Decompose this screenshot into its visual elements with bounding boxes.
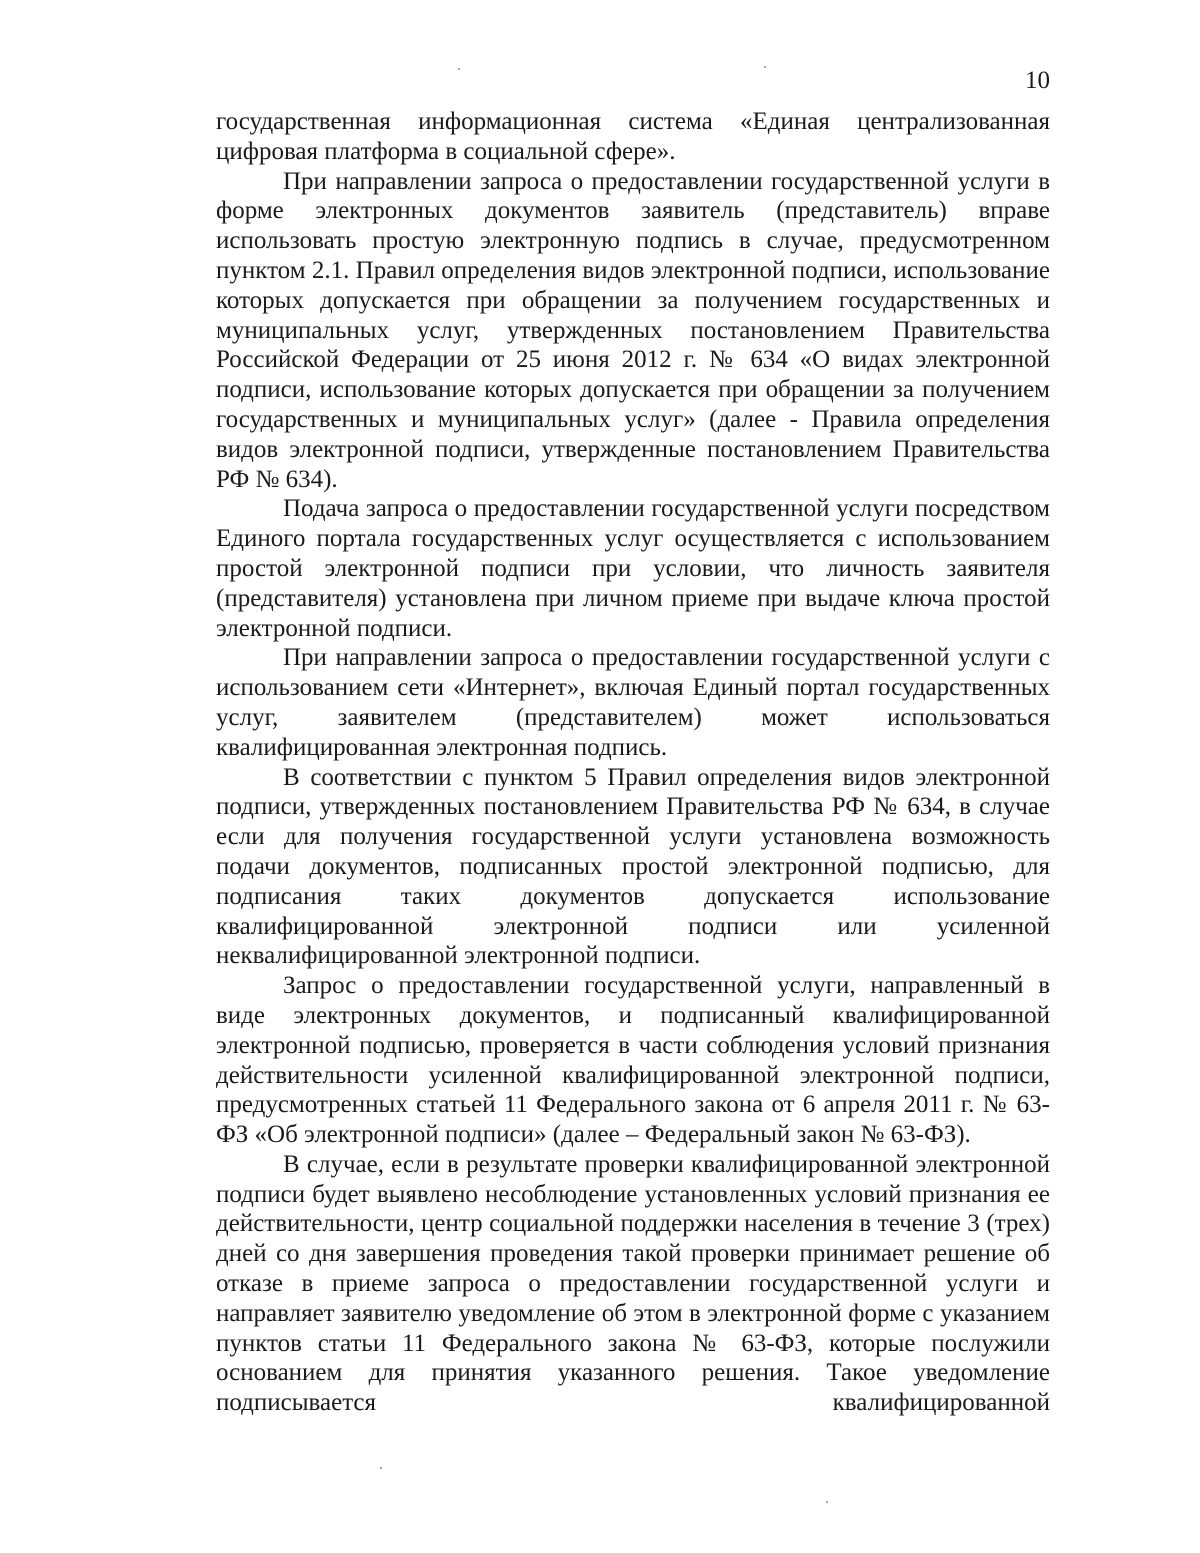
scan-speck xyxy=(380,1467,382,1469)
scan-speck xyxy=(458,68,460,70)
paragraph-1: государственная информационная система «Единая централизованная цифровая платформа в социальной сфере». xyxy=(216,108,1050,165)
paragraph-3: Подача запроса о предоставлении государственной услуги посредством Единого портала государственных услуг осуществляется с использованием простой электронной подписи при условии, что личность заявителя (представителя) установлена при личном приеме при выдаче ключа простой электронной подписи. xyxy=(216,495,1050,642)
scan-speck xyxy=(764,66,766,68)
page-number: 10 xyxy=(1025,67,1050,94)
paragraph-5: В соответствии с пунктом 5 Правил определения видов электронной подписи, утвержденных постановлением Правительства РФ № 634, в случае если для получения государственной услуги установлена возможность подачи документов, подписанных простой электронной подписью, для подписания таких документов допускается использование квалифицированной электронной подписи или усиленной неквалифицированной электронной подписи. xyxy=(216,763,1050,970)
paragraph-6: Запрос о предоставлении государственной услуги, направленный в виде электронных документов, и подписанный квалифицированной электронной подписью, проверяется в части соблюдения условий признания действительности усиленной квалифицированной электронной подписи, предусмотренных статьей 11 Федерального закона от 6 апреля 2011 г. № 63-ФЗ «Об электронной подписи» (далее – Федеральный закон № 63-ФЗ). xyxy=(216,972,1050,1149)
scan-speck xyxy=(826,1501,828,1503)
paragraph-4: При направлении запроса о предоставлении государственной услуги с использованием сети «Интернет», включая Единый портал государственных услуг, заявителем (представителем) может использоваться квалифицированная электронная подпись. xyxy=(216,644,1050,761)
paragraph-2: При направлении запроса о предоставлении государственной услуги в форме электронных документов заявитель (представитель) вправе использовать простую электронную подпись в случае, предусмотренном пунктом 2.1. Правил определения видов электронной подписи, использование которых допускается при обращении за получением государственных и муниципальных услуг, утвержденных постановлением Правительства Российской Федерации от 25 июня 2012 г. № 634 «О видах электронной подписи, использование которых допускается при обращении за получением государственных и муниципальных услуг» (далее - Правила определения видов электронной подписи, утвержденные постановлением Правительства РФ № 634). xyxy=(216,167,1050,493)
paragraph-7: В случае, если в результате проверки квалифицированной электронной подписи будет выявлено несоблюдение установленных условий признания ее действительности, центр социальной поддержки населения в течение 3 (трех) дней со дня завершения проведения такой проверки принимает решение об отказе в приеме запроса о предоставлении государственной услуги и направляет заявителю уведомление об этом в электронной форме с указанием пунктов статьи 11 Федерального закона № 63-ФЗ, которые послужили основанием для принятия указанного решения. Такое уведомление подписывается квалифицированной xyxy=(216,1150,1050,1417)
document-body xyxy=(216,107,1050,1418)
